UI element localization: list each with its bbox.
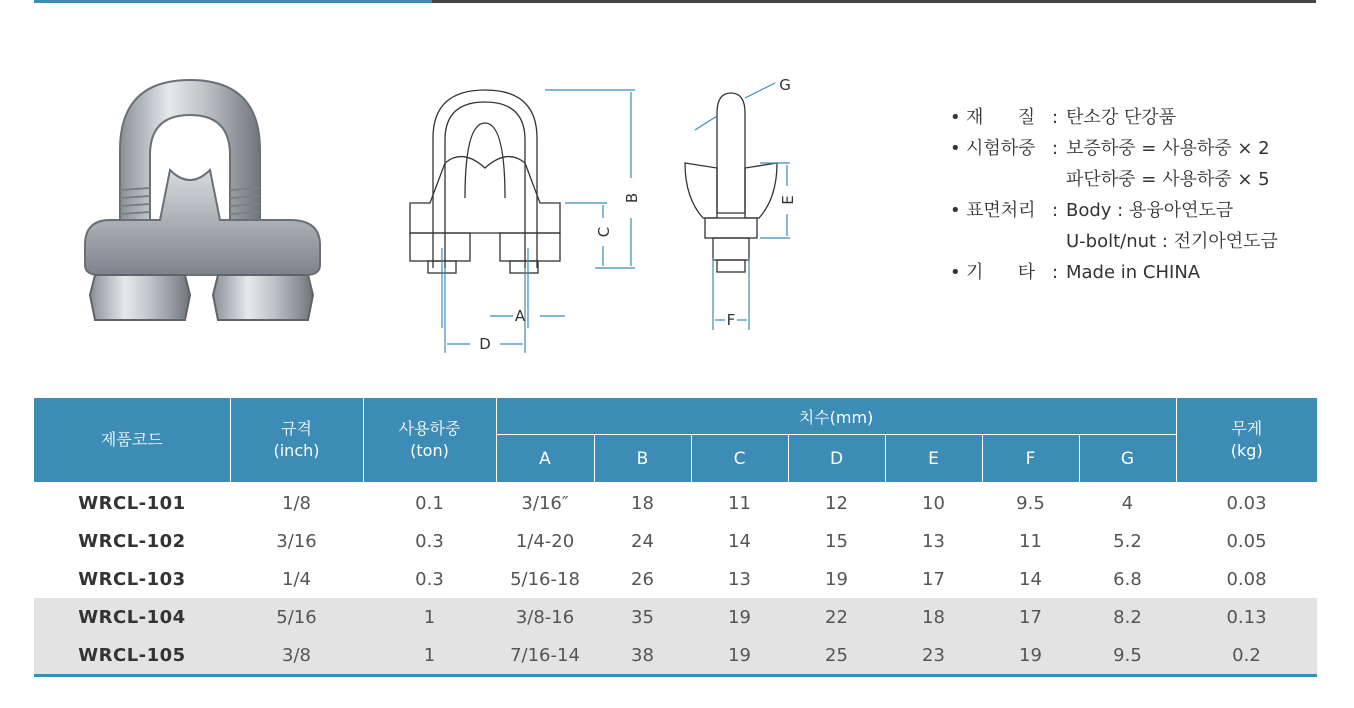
header-dim-a: A xyxy=(496,435,594,483)
spec-value: 보증하중 = 사용하중 × 2 xyxy=(1066,138,1270,159)
cell-weight: 0.08 xyxy=(1226,568,1267,590)
cell-a: 7/16-14 xyxy=(496,636,594,674)
label-b: B xyxy=(623,192,641,204)
cell-d: 12 xyxy=(825,492,848,514)
cell-c: 19 xyxy=(691,636,788,674)
cell-weight: 0.03 xyxy=(1226,492,1267,514)
cell-c: 14 xyxy=(728,530,751,552)
cell-f: 17 xyxy=(982,598,1079,636)
spec-surface xyxy=(950,195,1278,226)
cell-g: 6.8 xyxy=(1113,568,1142,590)
header-spec-unit: (inch) xyxy=(273,441,320,460)
label-f: F xyxy=(726,311,736,329)
cell-b: 24 xyxy=(631,530,654,552)
cell-b: 18 xyxy=(631,492,654,514)
cell-spec: 3/8 xyxy=(230,636,363,674)
spec-test-load xyxy=(950,133,1278,164)
header-dim-f: F xyxy=(982,435,1079,483)
colon: : xyxy=(1052,107,1059,128)
cell-f: 9.5 xyxy=(1016,492,1045,514)
table-row xyxy=(34,636,1317,674)
cell-a: 1/4-20 xyxy=(515,530,575,552)
cell-code: WRCL-102 xyxy=(78,530,186,552)
cell-weight: 0.13 xyxy=(1176,598,1317,636)
bullet: • xyxy=(950,200,961,221)
table-row xyxy=(34,598,1317,636)
header-weight-label: 무게 xyxy=(1231,419,1263,438)
spec-value: 파단하중 = 사용하중 × 5 xyxy=(1066,169,1270,190)
cell-a: 3/8-16 xyxy=(496,598,594,636)
spec-value: Body : 용융아연도금 xyxy=(1066,200,1234,221)
header-dim-b: B xyxy=(594,435,691,483)
bullet: • xyxy=(950,138,961,159)
header-load xyxy=(363,398,496,482)
bullet: • xyxy=(950,107,961,128)
spec-label: 기 타 xyxy=(966,262,1036,283)
colon: : xyxy=(1052,138,1059,159)
header-load-label: 사용하중 xyxy=(398,419,461,438)
spec-surface-ubolt xyxy=(950,226,1278,257)
spec-label: 재 질 xyxy=(966,107,1036,128)
spec-other xyxy=(950,257,1278,288)
header-load-unit: (ton) xyxy=(410,441,449,460)
cell-load: 0.1 xyxy=(415,492,444,514)
spec-list xyxy=(950,102,1278,288)
spec-break-load xyxy=(950,164,1278,195)
spec-value: Made in CHINA xyxy=(1066,262,1201,283)
cell-c: 11 xyxy=(728,492,751,514)
table-row xyxy=(34,560,1317,598)
bullet: • xyxy=(950,262,961,283)
spec-label: 시험하중 xyxy=(966,138,1036,159)
cell-d: 22 xyxy=(788,598,885,636)
cell-e: 17 xyxy=(922,568,945,590)
cell-spec: 3/16 xyxy=(276,530,317,552)
cell-spec: 1/8 xyxy=(282,492,311,514)
cell-e: 13 xyxy=(922,530,945,552)
header-dim-e: E xyxy=(885,435,982,483)
cell-f: 14 xyxy=(1019,568,1042,590)
header-dim-d: D xyxy=(788,435,885,483)
cell-code: WRCL-105 xyxy=(34,636,230,674)
cell-g: 4 xyxy=(1121,492,1134,514)
cell-load: 1 xyxy=(363,598,496,636)
cell-g: 9.5 xyxy=(1079,636,1176,674)
cell-f: 19 xyxy=(982,636,1079,674)
cell-code: WRCL-103 xyxy=(78,568,186,590)
top-rule-accent xyxy=(34,0,432,3)
cell-code: WRCL-104 xyxy=(34,598,230,636)
header-spec xyxy=(230,398,363,482)
cell-c: 19 xyxy=(691,598,788,636)
cell-e: 10 xyxy=(922,492,945,514)
label-g: G xyxy=(779,76,791,94)
header-weight-unit: (kg) xyxy=(1230,441,1263,460)
label-c: C xyxy=(595,226,613,238)
cell-b: 26 xyxy=(631,568,654,590)
cell-g: 5.2 xyxy=(1113,530,1142,552)
cell-d: 25 xyxy=(788,636,885,674)
cell-c: 13 xyxy=(728,568,751,590)
cell-load: 0.3 xyxy=(415,530,444,552)
cell-load: 0.3 xyxy=(415,568,444,590)
header-dimensions: 치수(mm) xyxy=(496,398,1176,435)
spec-table xyxy=(34,398,1317,677)
colon: : xyxy=(1052,262,1059,283)
table-bottom-rule xyxy=(34,674,1317,677)
header-code: 제품코드 xyxy=(34,398,230,482)
spec-material xyxy=(950,102,1278,133)
cell-d: 19 xyxy=(825,568,848,590)
spec-value: 탄소강 단강품 xyxy=(1066,107,1177,128)
cell-b: 38 xyxy=(594,636,691,674)
cell-b: 35 xyxy=(594,598,691,636)
colon: : xyxy=(1052,200,1059,221)
cell-e: 23 xyxy=(885,636,982,674)
cell-weight: 0.2 xyxy=(1176,636,1317,674)
label-e: E xyxy=(779,195,797,205)
label-d: D xyxy=(479,335,491,353)
header-dim-c: C xyxy=(691,435,788,483)
product-photo xyxy=(80,70,350,340)
spec-label: 표면처리 xyxy=(966,200,1036,221)
cell-a: 3/16″ xyxy=(521,492,569,514)
cell-f: 11 xyxy=(1019,530,1042,552)
header-spec-label: 규격 xyxy=(281,419,312,438)
cell-d: 15 xyxy=(825,530,848,552)
spec-value: U-bolt/nut : 전기아연도금 xyxy=(1066,231,1278,252)
cell-code: WRCL-101 xyxy=(78,492,186,514)
dimension-drawing xyxy=(395,68,805,358)
cell-e: 18 xyxy=(885,598,982,636)
cell-a: 5/16-18 xyxy=(510,568,580,590)
label-a: A xyxy=(514,307,526,325)
cell-g: 8.2 xyxy=(1079,598,1176,636)
header-weight xyxy=(1176,398,1317,482)
table-row xyxy=(34,482,1317,522)
cell-spec: 5/16 xyxy=(230,598,363,636)
table-row xyxy=(34,522,1317,560)
cell-spec: 1/4 xyxy=(282,568,311,590)
cell-weight: 0.05 xyxy=(1226,530,1267,552)
cell-load: 1 xyxy=(363,636,496,674)
header-dim-g: G xyxy=(1079,435,1176,483)
